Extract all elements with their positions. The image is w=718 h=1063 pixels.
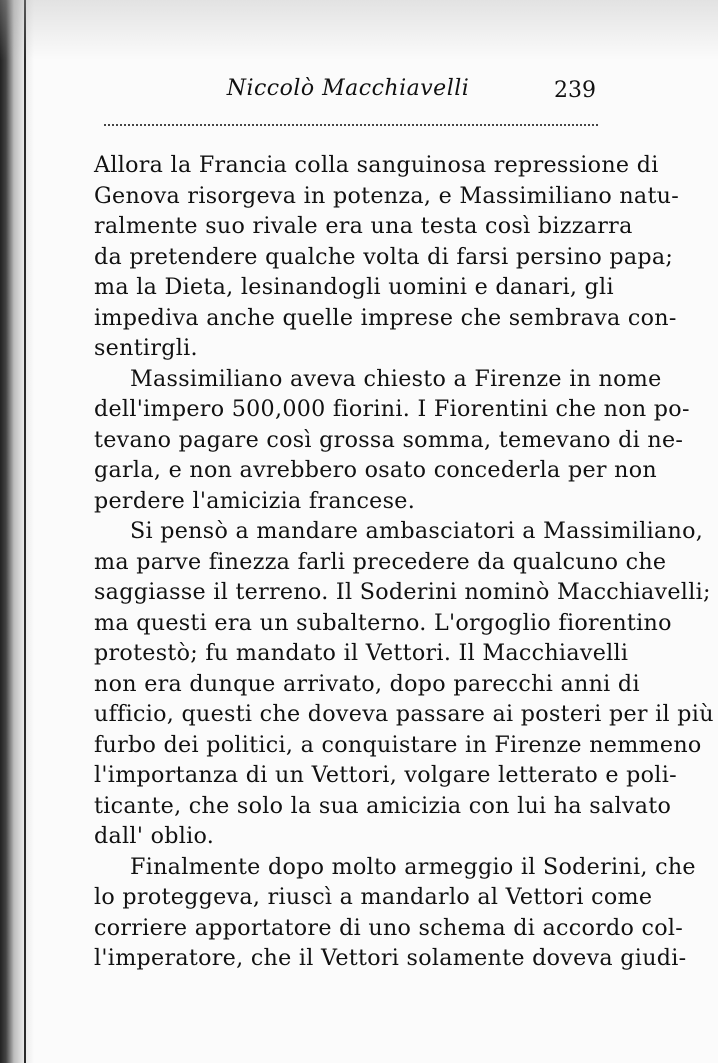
text-line: tevano pagare così grossa somma, temevano di ne- — [94, 426, 684, 453]
text-line: saggiasse il terreno. Il Soderini nominò Macchiavelli; — [94, 579, 711, 605]
paragraph — [94, 852, 696, 974]
text-line: protestò; fu mandato il Vettori. Il Macchiavelli — [94, 640, 629, 666]
text-line: ma parve finezza farli precedere da qualcuno che — [94, 548, 667, 575]
paragraph — [94, 364, 690, 517]
text-line: impediva anche quelle imprese che sembrava con- — [94, 304, 677, 331]
text-line: da pretendere qualche volta di farsi persino papa; — [94, 243, 674, 270]
text-line: perdere l'amicizia francese. — [94, 487, 416, 514]
header-rule — [104, 124, 598, 126]
text-line: dall' oblio. — [94, 823, 215, 849]
text-line: l'importanza di un Vettori, volgare letterato e poli- — [94, 762, 677, 788]
text-line: corriere apportatore di uno schema di accordo col- — [94, 914, 684, 941]
text-line: non era dunque arrivato, dopo parecchi anni di — [94, 670, 640, 697]
text-line: Massimiliano aveva chiesto a Firenze in nome — [130, 365, 662, 392]
paragraph — [94, 150, 680, 364]
running-title: Niccolò Macchiavelli — [226, 76, 470, 101]
text-line: ma questi era un subalterno. L'orgoglio fiorentino — [94, 609, 672, 636]
text-line: ufficio, questi che doveva passare ai posteri per il più — [94, 701, 714, 727]
text-line: Finalmente dopo molto armeggio il Soderini, che — [130, 853, 696, 880]
text-line: Genova risorgeva in potenza, e Massimiliano natu- — [94, 182, 680, 209]
text-line: ralmente suo rivale era una testa così bizzarra — [94, 213, 633, 239]
text-line: garla, e non avrebbero osato concederla per non — [94, 457, 657, 483]
text-line: ma la Dieta, lesinandogli uomini e danari, gli — [94, 274, 614, 300]
text-line: dell'impero 500,000 fiorini. I Fiorentini che non po- — [94, 396, 690, 422]
page-top-shadow — [0, 0, 718, 60]
text-line: furbo dei politici, a conquistare in Firenze nemmeno — [94, 731, 702, 758]
text-line: sentirgli. — [94, 335, 198, 361]
paragraph — [94, 516, 714, 852]
page-number: 239 — [554, 78, 596, 103]
binding-edge — [24, 0, 26, 1063]
binding-shadow — [0, 0, 34, 1063]
text-line: l'imperatore, che il Vettori solamente doveva giudi- — [94, 945, 687, 971]
text-line: Allora la Francia colla sanguinosa repressione di — [94, 152, 659, 178]
running-header — [98, 72, 598, 108]
text-line: ticante, che solo la sua amicizia con lui ha salvato — [94, 792, 672, 819]
text-line: lo proteggeva, riuscì a mandarlo al Vettori come — [94, 884, 653, 910]
body-text — [94, 150, 714, 974]
text-line: Si pensò a mandare ambasciatori a Massimiliano, — [130, 518, 704, 544]
